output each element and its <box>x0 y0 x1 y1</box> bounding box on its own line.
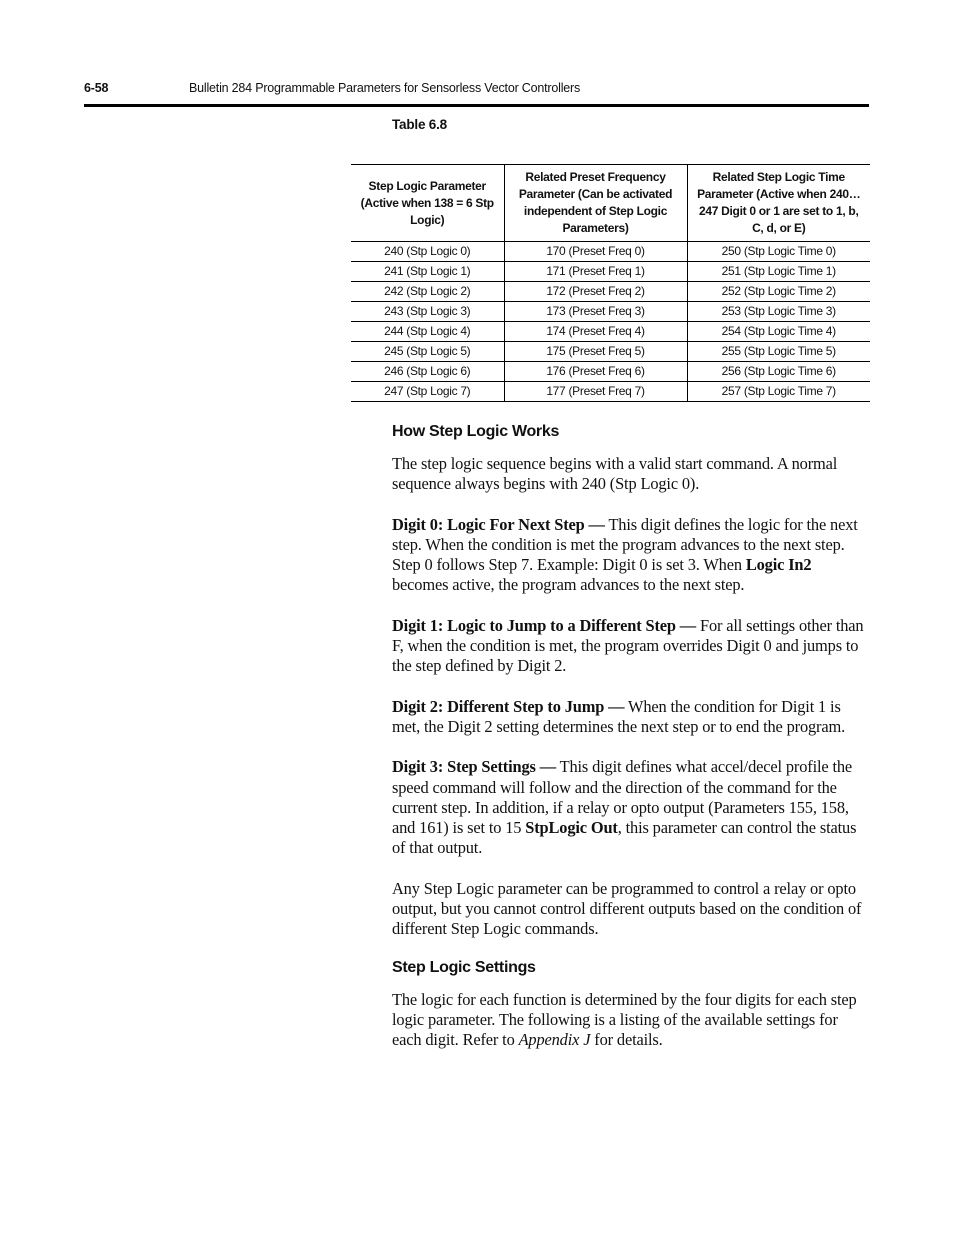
table-cell: 247 (Stp Logic 7) <box>351 382 504 402</box>
column-header-step-logic-parameter: Step Logic Parameter (Active when 138 = 6 Stp Logic) <box>351 165 504 242</box>
digit-0-bold-term: Logic In2 <box>745 555 812 575</box>
table-cell: 174 (Preset Freq 4) <box>504 322 687 342</box>
table-cell: 256 (Stp Logic Time 6) <box>687 362 870 382</box>
table-cell: 173 (Preset Freq 3) <box>504 302 687 322</box>
table-cell: 251 (Stp Logic Time 1) <box>687 262 870 282</box>
table-cell: 176 (Preset Freq 6) <box>504 362 687 382</box>
table-row <box>351 242 870 262</box>
digit-3-paragraph <box>392 757 870 858</box>
table-cell: 252 (Stp Logic Time 2) <box>687 282 870 302</box>
digit-0-lead: Digit 0: Logic For Next Step — <box>392 514 605 534</box>
digit-2-paragraph <box>392 697 870 738</box>
relay-note-paragraph: Any Step Logic parameter can be programmed to control a relay or opto output, but you cannot control different outputs based on the condition of different Step Logic commands. <box>392 878 862 939</box>
table-cell: 241 (Stp Logic 1) <box>351 262 504 282</box>
digit-0-paragraph <box>392 515 870 596</box>
table-cell: 242 (Stp Logic 2) <box>351 282 504 302</box>
table-cell: 243 (Stp Logic 3) <box>351 302 504 322</box>
table-row <box>351 282 870 302</box>
column-header-preset-frequency: Related Preset Frequency Parameter (Can be activated independent of Step Logic Parameters) <box>504 165 687 242</box>
settings-paragraph <box>392 990 870 1051</box>
digit-1-paragraph <box>392 616 870 677</box>
table-cell: 240 (Stp Logic 0) <box>351 242 504 262</box>
table-row <box>351 382 870 402</box>
digit-3-lead: Digit 3: Step Settings — <box>392 757 556 777</box>
digit-2-lead: Digit 2: Different Step to Jump — <box>392 696 625 716</box>
table-row <box>351 342 870 362</box>
page-header <box>84 80 869 107</box>
table-row <box>351 362 870 382</box>
table-cell: 172 (Preset Freq 2) <box>504 282 687 302</box>
intro-paragraph: The step logic sequence begins with a valid start command. A normal sequence always begins with 240 (Stp Logic 0). <box>392 454 838 494</box>
table-cell: 254 (Stp Logic Time 4) <box>687 322 870 342</box>
table-header-row <box>351 165 870 242</box>
appendix-reference: Appendix J <box>518 1030 591 1050</box>
running-title: Bulletin 284 Programmable Parameters for Sensorless Vector Controllers <box>189 81 581 95</box>
table-cell: 245 (Stp Logic 5) <box>351 342 504 362</box>
digit-1-text: For all settings other than F, when the condition is met, the program overrides Digit 0 and jumps to the step defined by Digit 2. <box>392 615 864 676</box>
table-cell: 253 (Stp Logic Time 3) <box>687 302 870 322</box>
table-cell: 257 (Stp Logic Time 7) <box>687 382 870 402</box>
settings-text-b: for details. <box>590 1030 663 1050</box>
table-caption: Table 6.8 <box>392 117 447 132</box>
table-row <box>351 302 870 322</box>
table-cell: 250 (Stp Logic Time 0) <box>687 242 870 262</box>
table-row <box>351 322 870 342</box>
digit-1-lead: Digit 1: Logic to Jump to a Different Step — <box>392 615 697 635</box>
digit-0-text-a: This digit defines the logic for the next step. When the condition is met the program advances to the next step. Step 0 follows Step 7. Example: Digit 0 is set 3. When <box>392 514 858 575</box>
table-cell: 255 (Stp Logic Time 5) <box>687 342 870 362</box>
table-cell: 171 (Preset Freq 1) <box>504 262 687 282</box>
digit-3-bold-term: StpLogic Out <box>525 818 618 838</box>
settings-text-a: The logic for each function is determined by the four digits for each step logic parameter. The following is a listing of the available settings for each digit. Refer to <box>392 989 857 1050</box>
table-cell: 175 (Preset Freq 5) <box>504 342 687 362</box>
table-cell: 177 (Preset Freq 7) <box>504 382 687 402</box>
digit-3-text-b: , this parameter can control the status of that output. <box>392 818 857 858</box>
table-cell: 246 (Stp Logic 6) <box>351 362 504 382</box>
body-content <box>392 420 870 1051</box>
digit-0-text-b: becomes active, the program advances to the next step. <box>392 575 745 595</box>
section-heading-step-logic-settings: Step Logic Settings <box>392 958 536 976</box>
section-heading-how-step-logic-works: How Step Logic Works <box>392 423 560 440</box>
step-logic-parameter-table <box>351 164 870 402</box>
digit-2-text: When the condition for Digit 1 is met, the Digit 2 setting determines the next step or to end the program. <box>392 696 846 736</box>
digit-3-text-a: This digit defines what accel/decel profile the speed command will follow and the direction of the command for the current step. In addition, if a relay or opto output (Parameters 155, 158, and 161) is set to 15 <box>392 757 853 838</box>
table-row <box>351 262 870 282</box>
page-number: 6-58 <box>84 81 109 95</box>
column-header-step-logic-time: Related Step Logic Time Parameter (Active when 240…247 Digit 0 or 1 are set to 1, b, C, d, or E) <box>687 165 870 242</box>
table-cell: 244 (Stp Logic 4) <box>351 322 504 342</box>
table-cell: 170 (Preset Freq 0) <box>504 242 687 262</box>
